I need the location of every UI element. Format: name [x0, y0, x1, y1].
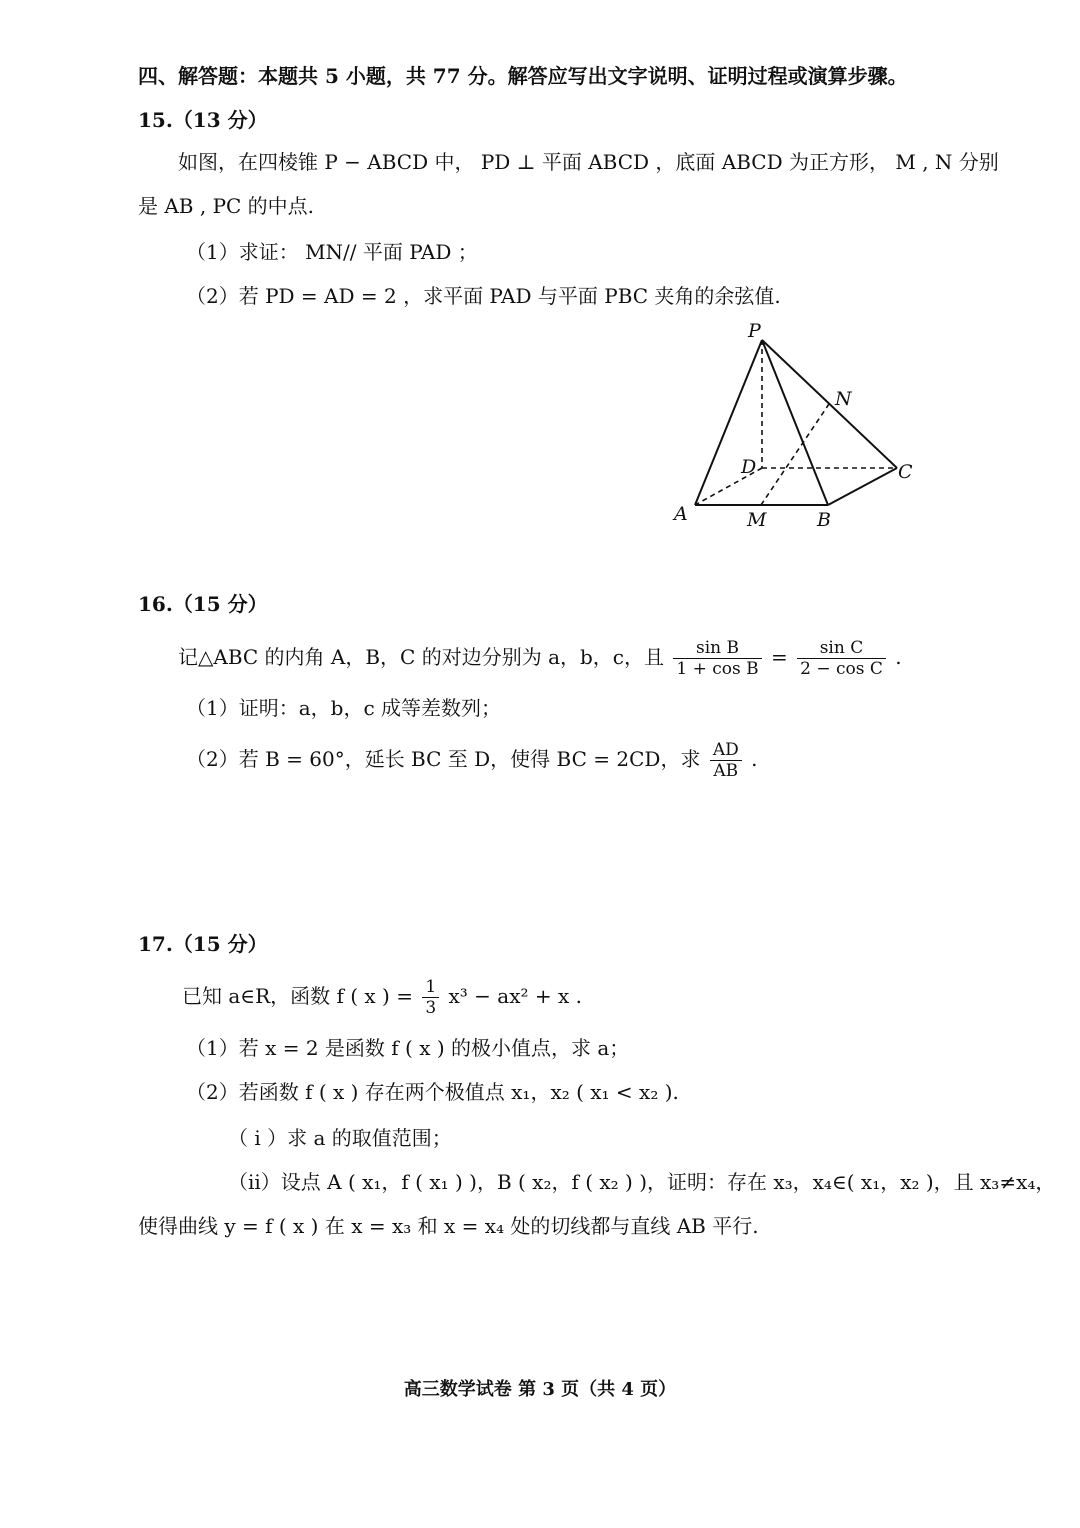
q16-part2-frac-den: AB	[713, 761, 739, 781]
q17-sub2: （ii）设点 A ( x₁，f ( x₁ ) )，B ( x₂，f ( x₂ ) )，证明：存在 x₃，x₄∈( x₁，x₂ )，且 x₃≠x₄，	[228, 1170, 1056, 1194]
q16-frac1-den: 1 + cos B	[676, 659, 759, 679]
segment-MN	[761, 404, 829, 505]
edge-PB	[762, 340, 828, 505]
q16-frac2-num: sin C	[797, 638, 886, 659]
label-P: P	[748, 320, 761, 342]
q16-stem	[178, 634, 902, 680]
q17-stem-end: x³ − ax² + x .	[448, 984, 582, 1008]
q16-part2-text: （2）若 B = 60°，延长 BC 至 D，使得 BC = 2CD，求	[186, 747, 701, 771]
q15-part2: （2）若 PD = AD = 2 ，求平面 PAD 与平面 PBC 夹角的余弦值.	[186, 284, 781, 308]
q17-frac-den: 3	[425, 998, 437, 1018]
label-M: M	[747, 509, 767, 531]
q16-stem-text: 记△ABC 的内角 A，B，C 的对边分别为 a，b，c，且	[178, 645, 664, 669]
label-A: A	[674, 503, 688, 525]
page-footer: 高三数学试卷 第 3 页（共 4 页）	[403, 1379, 677, 1400]
label-B: B	[817, 509, 831, 531]
pyramid-figure	[660, 315, 930, 540]
q16-part2-end: .	[751, 747, 758, 771]
q16-part2	[186, 736, 757, 782]
edge-BC	[828, 468, 897, 505]
edge-PC	[762, 340, 897, 468]
q16-part1: （1）证明：a，b，c 成等差数列；	[186, 696, 502, 720]
q17-part2: （2）若函数 f ( x ) 存在两个极值点 x₁，x₂ ( x₁ < x₂ ).	[186, 1080, 679, 1104]
q16-equals: =	[770, 645, 788, 669]
q17-part1: （1）若 x = 2 是函数 f ( x ) 的极小值点，求 a；	[186, 1036, 630, 1060]
q17-fraction-one-third	[422, 977, 439, 1018]
edge-PA	[695, 340, 762, 505]
section-title: 四、解答题：本题共 5 小题，共 77 分。解答应写出文字说明、证明过程或演算步骤。	[138, 64, 908, 88]
q16-fraction-sinB	[673, 638, 761, 679]
label-C: C	[898, 461, 913, 483]
q16-header: 16.（15 分）	[138, 592, 268, 616]
q17-header: 17.（15 分）	[138, 932, 268, 956]
q17-stem	[182, 973, 582, 1019]
q15-stem-line1: 如图，在四棱锥 P − ABCD 中， PD ⊥ 平面 ABCD ，底面 ABCD 为正方形， M , N 分别	[178, 150, 999, 174]
q15-part1: （1）求证： MN// 平面 PAD ；	[186, 240, 478, 264]
q16-part2-frac-num: AD	[710, 740, 742, 761]
q17-frac-num: 1	[422, 977, 439, 998]
q16-fraction-sinC	[797, 638, 886, 679]
q17-stem-text: 已知 a∈R，函数 f ( x ) =	[182, 984, 413, 1008]
q15-header: 15.（13 分）	[138, 108, 268, 132]
q16-fraction-AD-AB	[710, 740, 742, 781]
q16-frac1-num: sin B	[673, 638, 761, 659]
q17-sub2-continued: 使得曲线 y = f ( x ) 在 x = x₃ 和 x = x₄ 处的切线都与直线 AB 平行.	[138, 1214, 759, 1238]
label-D: D	[741, 456, 757, 478]
q16-stem-end: .	[895, 645, 902, 669]
label-N: N	[835, 388, 852, 410]
q16-frac2-den: 2 − cos C	[800, 659, 883, 679]
q15-stem-line2: 是 AB , PC 的中点.	[138, 194, 315, 218]
q17-sub1: （ i ）求 a 的取值范围；	[228, 1126, 452, 1150]
